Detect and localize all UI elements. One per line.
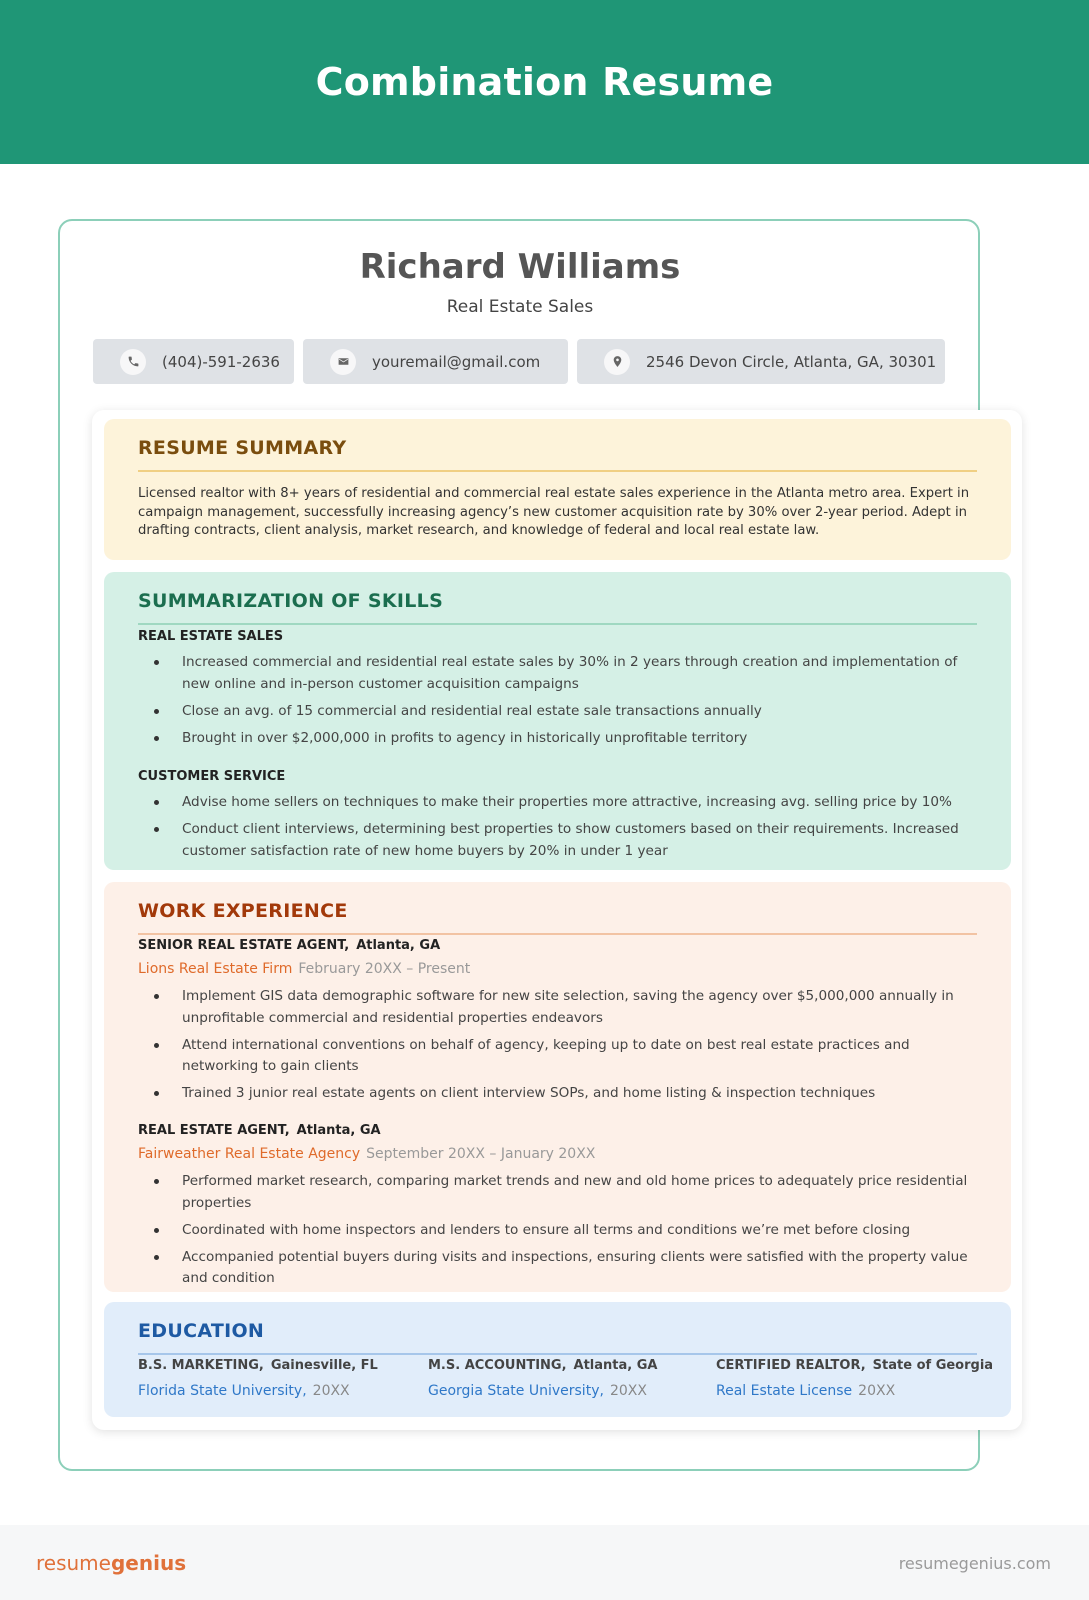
school-year: 20XX [858,1383,896,1399]
list-item: Close an avg. of 15 commercial and residential real estate sale transactions annually [138,701,968,723]
education-entry [428,1358,657,1399]
section-title: EDUCATION [138,1320,265,1342]
list-item: Increased commercial and residential real estate sales by 30% in 2 years through creation and implementation of new online and in-person customer acquisition campaigns [138,652,968,695]
job-duties [138,986,968,1110]
resume-summary-section [104,419,1011,560]
job-title [138,938,440,953]
degree [716,1358,993,1373]
education-section [104,1302,1011,1417]
skills-section [104,572,1011,870]
degree-location: Atlanta, GA [573,1358,658,1373]
address-text: 2546 Devon Circle, Atlanta, GA, 30301 [646,352,937,371]
list-item: Conduct client interviews, determining best properties to show customers based on their requirements. Increased customer satisfaction rate of new home buyers by 20% in under 1 year [138,819,968,862]
section-divider [138,470,977,472]
list-item: Accompanied potential buyers during visits and inspections, ensuring clients were satisfied with the property value and condition [138,1247,968,1290]
brand-logo[interactable] [36,1551,186,1575]
logo-part-2: genius [110,1551,187,1575]
section-title: SUMMARIZATION OF SKILLS [138,590,444,612]
job-location: Atlanta, GA [356,938,441,953]
summary-text: Licensed realtor with 8+ years of residential and commercial real estate sales experience in the Atlanta metro area. Expert in campaign management, successfully increasing agency’s new customer acquisition rate by 30% over 2-year period. Adept in drafting contracts, client analysis, market research, and knowledge of federal and local real estate law. [138,486,970,538]
job-position: REAL ESTATE AGENT, [138,1123,290,1138]
section-title: RESUME SUMMARY [138,437,347,459]
contact-email[interactable] [303,339,568,384]
page-header [0,0,1089,164]
degree-location: State of Georgia [872,1358,994,1373]
school [138,1383,378,1399]
school [716,1383,993,1399]
education-entry [138,1358,378,1399]
job-dates: September 20XX – January 20XX [366,1146,596,1162]
degree-name: M.S. ACCOUNTING, [428,1358,567,1373]
contact-phone[interactable] [93,339,294,384]
company-name: Fairweather Real Estate Agency [138,1146,361,1162]
section-divider [138,623,977,625]
skill-list [138,792,968,868]
section-title: WORK EXPERIENCE [138,900,348,922]
phone-text: (404)-591-2636 [162,352,280,371]
list-item: Coordinated with home inspectors and lenders to ensure all terms and conditions we’re met before closing [138,1220,968,1242]
company-name: Lions Real Estate Firm [138,961,293,977]
candidate-role: Real Estate Sales [446,297,594,317]
list-item: Trained 3 junior real estate agents on client interview SOPs, and home listing & inspection techniques [138,1083,968,1105]
contact-address[interactable] [577,339,945,384]
candidate-name: Richard Williams [359,247,681,287]
school-name: Florida State University, [138,1383,307,1399]
list-item: Advise home sellers on techniques to make their properties more attractive, increasing avg. selling price by 10% [138,792,968,814]
education-entry [716,1358,993,1399]
school-year: 20XX [312,1383,350,1399]
location-pin-icon [604,349,630,375]
skill-list [138,652,968,755]
skill-group-heading: REAL ESTATE SALES [138,629,284,644]
degree-name: B.S. MARKETING, [138,1358,264,1373]
list-item: Attend international conventions on behalf of agency, keeping up to date on best real estate practices and networking to gain clients [138,1035,968,1078]
job-org [138,961,470,977]
job-org [138,1146,595,1162]
skill-group-heading: CUSTOMER SERVICE [138,769,286,784]
logo-part-1: resume [36,1551,111,1575]
job-position: SENIOR REAL ESTATE AGENT, [138,938,350,953]
mail-icon [330,349,356,375]
list-item: Performed market research, comparing market trends and new and old home prices to adequately price residential properties [138,1171,968,1214]
work-experience-section [104,882,1011,1292]
list-item: Implement GIS data demographic software for new site selection, saving the agency over $5,000,000 annually in unprofitable commercial and residential properties endeavors [138,986,968,1029]
site-link[interactable]: resumegenius.com [898,1554,1051,1573]
degree [138,1358,378,1373]
job-location: Atlanta, GA [296,1123,381,1138]
school-name: Real Estate License [716,1383,853,1399]
degree-location: Gainesville, FL [270,1358,378,1373]
section-divider [138,1353,977,1355]
job-title [138,1123,381,1138]
page-footer [0,1525,1089,1600]
school-year: 20XX [609,1383,647,1399]
degree-name: CERTIFIED REALTOR, [716,1358,866,1373]
list-item: Brought in over $2,000,000 in profits to agency in historically unprofitable territory [138,728,968,750]
email-text: youremail@gmail.com [372,352,541,371]
degree [428,1358,657,1373]
page-title: Combination Resume [315,60,774,104]
phone-icon [120,349,146,375]
school-name: Georgia State University, [428,1383,604,1399]
school [428,1383,657,1399]
section-divider [138,933,977,935]
job-duties [138,1171,968,1295]
job-dates: February 20XX – Present [298,961,471,977]
